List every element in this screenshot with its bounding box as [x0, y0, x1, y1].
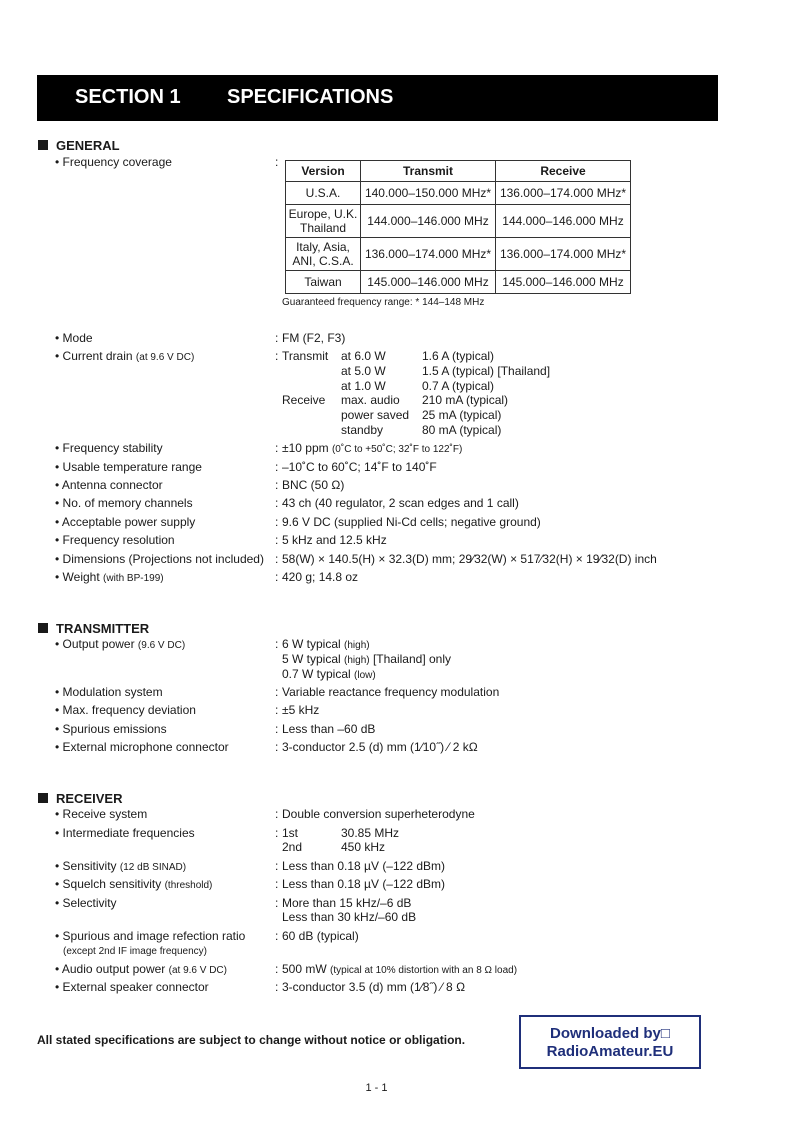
section-banner: [37, 75, 718, 121]
table-row: Italy, Asia, ANI, C.S.A. 136.000–174.000 MHz* 136.000–174.000 MHz*: [286, 238, 631, 271]
page-number: 1 - 1: [365, 1082, 388, 1094]
bullet-square-icon: [38, 623, 48, 633]
table-row: Europe, U.K. Thailand 144.000–146.000 MHz 144.000–146.000 MHz: [286, 205, 631, 238]
general-heading: GENERAL: [38, 138, 120, 153]
table-header: Version: [286, 161, 361, 182]
receiver-heading: RECEIVER: [38, 791, 122, 806]
frequency-table: [285, 160, 631, 294]
disclaimer: All stated specifications are subject to change without notice or obligation.: [37, 1033, 466, 1047]
download-stamp: Downloaded by□ RadioAmateur.EU: [519, 1015, 701, 1069]
table-row: U.S.A. 140.000–150.000 MHz* 136.000–174.000 MHz*: [286, 182, 631, 205]
table-header: Transmit: [361, 161, 496, 182]
bullet-square-icon: [38, 793, 48, 803]
section-number: SECTION 1: [75, 86, 181, 108]
transmitter-heading: TRANSMITTER: [38, 621, 149, 636]
table-row: Taiwan 145.000–146.000 MHz 145.000–146.000 MHz: [286, 271, 631, 294]
bullet-square-icon: [38, 140, 48, 150]
frequency-note: Guaranteed frequency range: * 144–148 MHz: [282, 297, 485, 308]
table-header: Receive: [496, 161, 631, 182]
page-title: SPECIFICATIONS: [227, 86, 394, 108]
